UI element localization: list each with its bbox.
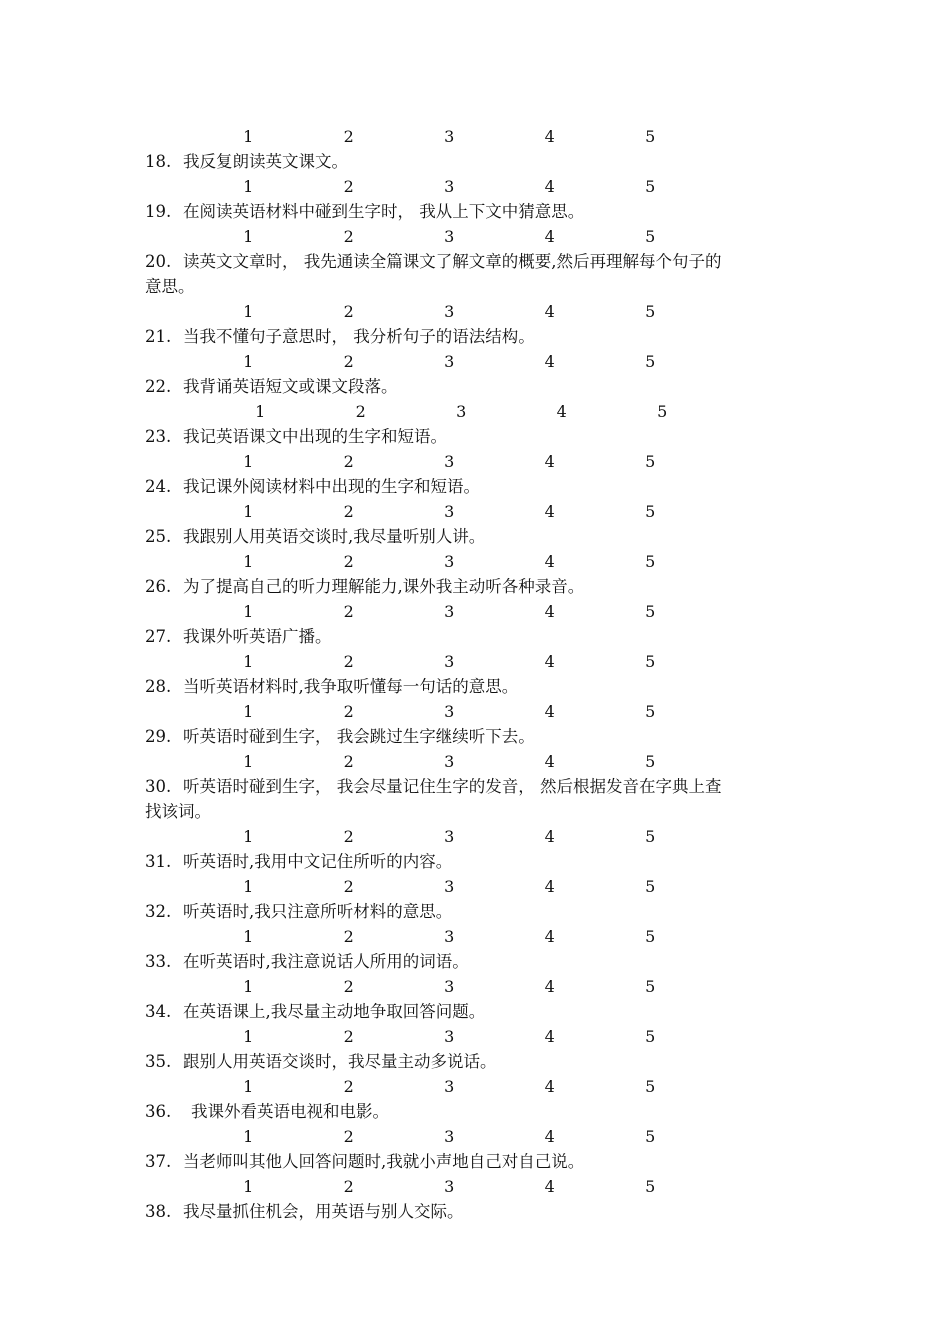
scale-option-2: 2	[343, 127, 354, 146]
question-text: 当听英语材料时,我争取听懂每一句话的意思。	[183, 677, 519, 696]
scale-option-3: 3	[444, 227, 455, 246]
question-text: 我记英语课文中出现的生字和短语。	[183, 427, 447, 446]
scale-spacer	[145, 224, 198, 249]
scale-spacer	[145, 124, 198, 149]
rating-scale	[145, 1074, 825, 1099]
scale-option-4: 4	[544, 177, 555, 196]
question-text: 听英语时,我用中文记住所听的内容。	[183, 852, 453, 871]
question-number: 26.	[145, 577, 172, 596]
rating-scale	[145, 399, 825, 424]
scale-option-3: 3	[444, 877, 455, 896]
scale-spacer	[145, 924, 198, 949]
scale-option-1: 1	[243, 877, 254, 896]
scale-option-2: 2	[343, 452, 354, 471]
scale-option-2: 2	[343, 827, 354, 846]
scale-spacer	[145, 399, 210, 424]
scale-option-1: 1	[243, 977, 254, 996]
question-number: 18.	[145, 152, 172, 171]
scale-spacer	[145, 649, 198, 674]
question-item	[145, 324, 825, 349]
scale-option-3: 3	[444, 502, 455, 521]
scale-option-2: 2	[343, 702, 354, 721]
scale-option-5: 5	[645, 552, 656, 571]
scale-option-5: 5	[645, 302, 656, 321]
scale-option-3: 3	[444, 977, 455, 996]
question-text: 当老师叫其他人回答问题时,我就小声地自己对自己说。	[183, 1152, 585, 1171]
scale-option-4: 4	[544, 702, 555, 721]
scale-option-1: 1	[243, 127, 254, 146]
scale-option-4: 4	[544, 452, 555, 471]
question-item	[145, 624, 825, 649]
scale-spacer	[145, 1074, 198, 1099]
scale-option-2: 2	[343, 652, 354, 671]
scale-option-4: 4	[544, 927, 555, 946]
scale-option-1: 1	[243, 302, 254, 321]
question-item	[145, 199, 825, 224]
scale-option-2: 2	[343, 877, 354, 896]
scale-option-1: 1	[243, 602, 254, 621]
scale-option-5: 5	[645, 502, 656, 521]
scale-option-4: 4	[544, 1027, 555, 1046]
scale-option-4: 4	[544, 552, 555, 571]
scale-option-3: 3	[444, 927, 455, 946]
rating-scale	[145, 124, 825, 149]
scale-spacer	[145, 824, 198, 849]
scale-spacer	[145, 699, 198, 724]
scale-option-5: 5	[645, 602, 656, 621]
scale-spacer	[145, 549, 198, 574]
scale-option-3: 3	[456, 402, 467, 421]
question-number: 37.	[145, 1152, 172, 1171]
question-number: 21.	[145, 327, 172, 346]
scale-spacer	[145, 874, 198, 899]
scale-option-2: 2	[355, 402, 366, 421]
rating-scale	[145, 1174, 825, 1199]
scale-spacer	[145, 499, 198, 524]
scale-option-1: 1	[243, 1077, 254, 1096]
scale-option-1: 1	[243, 927, 254, 946]
scale-option-5: 5	[645, 827, 656, 846]
scale-option-5: 5	[645, 1027, 656, 1046]
question-item	[145, 724, 825, 749]
question-item	[145, 474, 825, 499]
question-item	[145, 149, 825, 174]
scale-option-4: 4	[556, 402, 567, 421]
scale-spacer	[145, 974, 198, 999]
question-text: 听英语时碰到生字， 我会尽量记住生字的发音， 然后根据发音在字典上查	[183, 777, 722, 796]
rating-scale	[145, 749, 825, 774]
question-number: 19.	[145, 202, 172, 221]
scale-option-5: 5	[645, 877, 656, 896]
question-number: 29.	[145, 727, 172, 746]
rating-scale	[145, 349, 825, 374]
scale-option-2: 2	[343, 752, 354, 771]
scale-option-2: 2	[343, 552, 354, 571]
question-text: 在阅读英语材料中碰到生字时， 我从上下文中猜意思。	[183, 202, 585, 221]
scale-option-1: 1	[243, 827, 254, 846]
scale-option-3: 3	[444, 752, 455, 771]
question-number: 23.	[145, 427, 172, 446]
scale-option-3: 3	[444, 602, 455, 621]
question-text: 我记课外阅读材料中出现的生字和短语。	[183, 477, 480, 496]
question-text: 读英文文章时， 我先通读全篇课文了解文章的概要,然后再理解每个句子的	[183, 252, 722, 271]
rating-scale	[145, 299, 825, 324]
question-number: 30.	[145, 777, 172, 796]
scale-option-4: 4	[544, 127, 555, 146]
scale-option-5: 5	[645, 977, 656, 996]
scale-option-4: 4	[544, 877, 555, 896]
question-number: 31.	[145, 852, 172, 871]
scale-option-3: 3	[444, 702, 455, 721]
scale-option-2: 2	[343, 177, 354, 196]
questionnaire	[145, 124, 825, 1224]
rating-scale	[145, 449, 825, 474]
scale-option-4: 4	[544, 352, 555, 371]
scale-option-5: 5	[645, 927, 656, 946]
question-item	[145, 1049, 825, 1074]
scale-option-1: 1	[243, 702, 254, 721]
question-text: 在英语课上,我尽量主动地争取回答问题。	[183, 1002, 486, 1021]
scale-option-3: 3	[444, 127, 455, 146]
question-item	[145, 249, 825, 274]
scale-option-4: 4	[544, 302, 555, 321]
scale-option-3: 3	[444, 652, 455, 671]
question-item	[145, 1199, 825, 1224]
scale-option-5: 5	[645, 127, 656, 146]
scale-spacer	[145, 749, 198, 774]
scale-option-1: 1	[243, 452, 254, 471]
rating-scale	[145, 824, 825, 849]
question-item	[145, 949, 825, 974]
question-item	[145, 1099, 825, 1124]
question-text: 为了提高自己的听力理解能力,课外我主动听各种录音。	[183, 577, 585, 596]
scale-option-2: 2	[343, 227, 354, 246]
scale-spacer	[145, 174, 198, 199]
scale-option-3: 3	[444, 552, 455, 571]
rating-scale	[145, 1124, 825, 1149]
scale-option-3: 3	[444, 302, 455, 321]
scale-option-5: 5	[645, 452, 656, 471]
question-number: 27.	[145, 627, 172, 646]
scale-option-2: 2	[343, 602, 354, 621]
question-text: 在听英语时,我注意说话人所用的词语。	[183, 952, 469, 971]
scale-option-2: 2	[343, 502, 354, 521]
scale-option-3: 3	[444, 177, 455, 196]
question-item	[145, 899, 825, 924]
question-text: 跟别人用英语交谈时，我尽量主动多说话。	[183, 1052, 497, 1071]
scale-option-2: 2	[343, 1177, 354, 1196]
scale-option-1: 1	[243, 227, 254, 246]
rating-scale	[145, 224, 825, 249]
scale-option-3: 3	[444, 1177, 455, 1196]
question-number: 36.	[145, 1102, 172, 1121]
rating-scale	[145, 974, 825, 999]
scale-option-5: 5	[645, 1127, 656, 1146]
question-item	[145, 849, 825, 874]
rating-scale	[145, 649, 825, 674]
question-item	[145, 574, 825, 599]
question-item	[145, 999, 825, 1024]
scale-option-5: 5	[645, 352, 656, 371]
scale-spacer	[145, 599, 198, 624]
scale-option-1: 1	[255, 402, 266, 421]
scale-option-4: 4	[544, 1177, 555, 1196]
scale-option-5: 5	[645, 1077, 656, 1096]
scale-spacer	[145, 349, 198, 374]
scale-option-4: 4	[544, 227, 555, 246]
scale-option-1: 1	[243, 352, 254, 371]
rating-scale	[145, 924, 825, 949]
scale-option-5: 5	[645, 702, 656, 721]
scale-option-4: 4	[544, 1077, 555, 1096]
question-item	[145, 1149, 825, 1174]
scale-option-2: 2	[343, 977, 354, 996]
question-item	[145, 424, 825, 449]
scale-option-4: 4	[544, 827, 555, 846]
scale-option-2: 2	[343, 302, 354, 321]
rating-scale	[145, 1024, 825, 1049]
scale-option-2: 2	[343, 1127, 354, 1146]
question-number: 24.	[145, 477, 172, 496]
question-number: 38.	[145, 1202, 172, 1221]
question-number: 25.	[145, 527, 172, 546]
question-item	[145, 524, 825, 549]
scale-option-5: 5	[645, 652, 656, 671]
scale-spacer	[145, 299, 198, 324]
question-text-continued: 意思。	[145, 277, 195, 296]
scale-option-3: 3	[444, 1127, 455, 1146]
scale-option-1: 1	[243, 502, 254, 521]
scale-option-2: 2	[343, 352, 354, 371]
scale-option-1: 1	[243, 1177, 254, 1196]
question-text: 我尽量抓住机会，用英语与别人交际。	[183, 1202, 464, 1221]
question-text-continued: 找该词。	[145, 802, 211, 821]
rating-scale	[145, 599, 825, 624]
question-text: 我课外听英语广播。	[183, 627, 332, 646]
scale-option-1: 1	[243, 177, 254, 196]
scale-option-3: 3	[444, 827, 455, 846]
question-text: 我背诵英语短文或课文段落。	[183, 377, 398, 396]
scale-option-4: 4	[544, 652, 555, 671]
question-number: 35.	[145, 1052, 172, 1071]
scale-option-5: 5	[645, 227, 656, 246]
scale-option-2: 2	[343, 927, 354, 946]
question-text: 我反复朗读英文课文。	[183, 152, 348, 171]
rating-scale	[145, 499, 825, 524]
scale-option-2: 2	[343, 1027, 354, 1046]
scale-option-4: 4	[544, 977, 555, 996]
scale-spacer	[145, 1024, 198, 1049]
question-text: 我跟别人用英语交谈时,我尽量听别人讲。	[183, 527, 486, 546]
question-item	[145, 774, 825, 799]
question-text: 我课外看英语电视和电影。	[191, 1102, 389, 1121]
scale-option-3: 3	[444, 1077, 455, 1096]
question-text: 当我不懂句子意思时， 我分析句子的语法结构。	[183, 327, 535, 346]
scale-option-3: 3	[444, 1027, 455, 1046]
scale-spacer	[145, 1174, 198, 1199]
question-number: 22.	[145, 377, 172, 396]
scale-option-4: 4	[544, 502, 555, 521]
question-text: 听英语时,我只注意所听材料的意思。	[183, 902, 453, 921]
scale-spacer	[145, 1124, 198, 1149]
question-item	[145, 674, 825, 699]
scale-option-4: 4	[544, 752, 555, 771]
rating-scale	[145, 874, 825, 899]
question-number: 32.	[145, 902, 172, 921]
scale-option-5: 5	[657, 402, 668, 421]
question-item	[145, 374, 825, 399]
scale-spacer	[145, 449, 198, 474]
scale-option-4: 4	[544, 602, 555, 621]
scale-option-3: 3	[444, 452, 455, 471]
scale-option-1: 1	[243, 752, 254, 771]
scale-option-2: 2	[343, 1077, 354, 1096]
rating-scale	[145, 174, 825, 199]
scale-option-1: 1	[243, 652, 254, 671]
scale-option-5: 5	[645, 1177, 656, 1196]
scale-option-3: 3	[444, 352, 455, 371]
question-number: 20.	[145, 252, 172, 271]
scale-option-4: 4	[544, 1127, 555, 1146]
rating-scale	[145, 549, 825, 574]
scale-option-1: 1	[243, 552, 254, 571]
rating-scale	[145, 699, 825, 724]
question-number: 33.	[145, 952, 172, 971]
scale-option-1: 1	[243, 1127, 254, 1146]
question-number: 34.	[145, 1002, 172, 1021]
question-text: 听英语时碰到生字， 我会跳过生字继续听下去。	[183, 727, 535, 746]
scale-option-5: 5	[645, 752, 656, 771]
scale-option-1: 1	[243, 1027, 254, 1046]
question-number: 28.	[145, 677, 172, 696]
scale-option-5: 5	[645, 177, 656, 196]
